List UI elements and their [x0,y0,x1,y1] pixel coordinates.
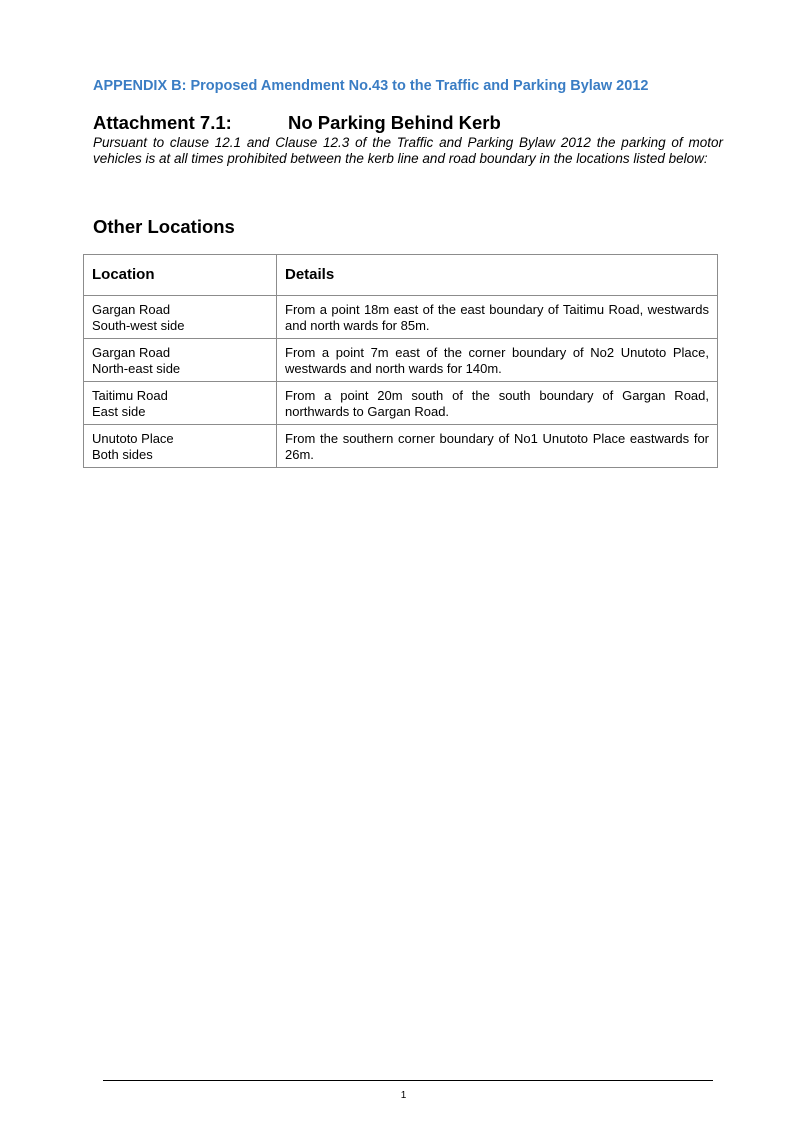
section-heading: Other Locations [93,216,235,237]
location-road: Taitimu Road [92,388,168,403]
table-row [84,382,718,425]
attachment-heading [93,112,501,134]
location-side: Both sides [92,446,153,462]
details-cell: From a point 18m east of the east boundary of Taitimu Road, westwards and north wards for 85m. [277,296,718,339]
table-header-row [84,255,718,296]
details-cell: From a point 20m south of the south boundary of Gargan Road, northwards to Gargan Road. [277,382,718,425]
location-road: Gargan Road [92,302,171,317]
column-header-details: Details [277,255,718,296]
intro-paragraph: Pursuant to clause 12.1 and Clause 12.3 of the Traffic and Parking Bylaw 2012 the parking of motor vehicles is at all times prohibited between the kerb line and road boundary in the locations listed below: [93,135,723,166]
location-road: Unutoto Place [92,431,174,446]
attachment-label: Attachment 7.1: [93,112,232,133]
table-row [84,296,718,339]
locations-table [83,254,718,468]
location-side: South-west side [92,317,185,333]
location-cell [84,382,277,425]
location-road: Gargan Road [92,345,171,360]
details-cell: From a point 7m east of the corner boundary of No2 Unutoto Place, westwards and north wards for 140m. [277,339,718,382]
appendix-heading: APPENDIX B: Proposed Amendment No.43 to the Traffic and Parking Bylaw 2012 [93,78,649,94]
footer-divider [103,1080,713,1081]
location-side: East side [92,403,146,419]
attachment-title: No Parking Behind Kerb [288,112,501,133]
location-cell [84,296,277,339]
location-cell [84,425,277,468]
location-cell [84,339,277,382]
page-number: 1 [400,1090,407,1101]
table-row [84,339,718,382]
column-header-location: Location [84,255,277,296]
table-row [84,425,718,468]
details-cell: From the southern corner boundary of No1 Unutoto Place eastwards for 26m. [277,425,718,468]
location-side: North-east side [92,360,181,376]
